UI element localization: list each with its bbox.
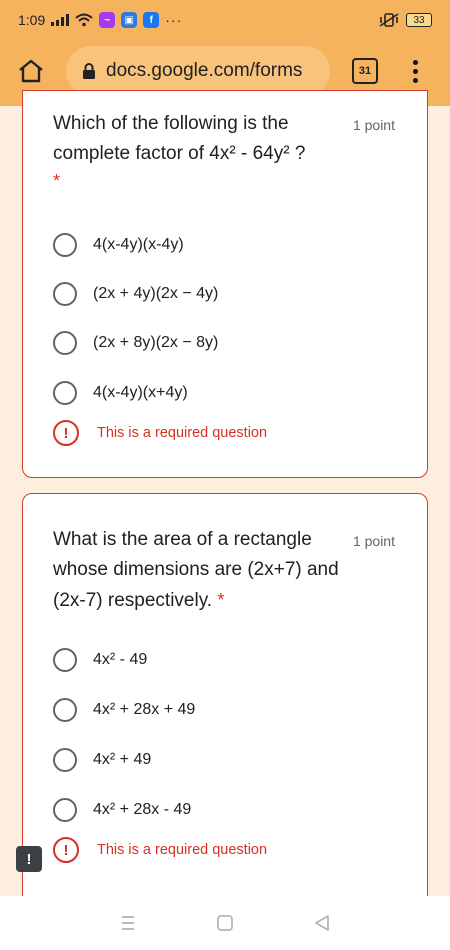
- wifi-icon: [75, 13, 93, 27]
- facebook-icon: f: [143, 12, 159, 28]
- radio-button[interactable]: [53, 648, 77, 672]
- required-error: [53, 836, 267, 864]
- status-bar: [0, 0, 450, 40]
- required-error: [53, 419, 267, 447]
- menu-dot-icon: [413, 60, 418, 65]
- question-card: [22, 493, 428, 913]
- option-label: 4(x-4y)(x+4y): [93, 384, 188, 401]
- required-asterisk: *: [217, 590, 225, 610]
- home-nav-button[interactable]: [205, 903, 245, 943]
- recents-icon: [120, 914, 136, 932]
- messenger-icon: ~: [99, 12, 115, 28]
- radio-button[interactable]: [53, 798, 77, 822]
- home-icon: [17, 58, 45, 84]
- back-button[interactable]: [302, 903, 342, 943]
- recent-apps-button[interactable]: [108, 903, 148, 943]
- option-label: 4x² - 49: [93, 651, 148, 668]
- error-icon: !: [53, 420, 79, 446]
- photos-icon: ▣: [121, 12, 137, 28]
- option-label: (2x + 4y)(2x − 4y): [93, 285, 219, 302]
- square-home-icon: [216, 914, 234, 932]
- option-row[interactable]: [53, 696, 195, 724]
- radio-button[interactable]: [53, 698, 77, 722]
- required-asterisk: *: [53, 171, 61, 191]
- radio-button[interactable]: [53, 331, 77, 355]
- question-card: [22, 90, 428, 478]
- radio-button[interactable]: [53, 381, 77, 405]
- option-row[interactable]: [53, 231, 184, 259]
- system-nav-bar: [0, 896, 450, 950]
- error-icon: !: [53, 837, 79, 863]
- option-label: (2x + 8y)(2x − 8y): [93, 334, 219, 351]
- error-text: This is a required question: [97, 425, 268, 441]
- home-button[interactable]: [14, 54, 48, 88]
- option-row[interactable]: [53, 796, 191, 824]
- radio-button[interactable]: [53, 233, 77, 257]
- status-time: 1:09: [18, 12, 46, 28]
- address-bar[interactable]: [66, 46, 330, 96]
- menu-dot-icon: [413, 78, 418, 83]
- menu-dot-icon: [413, 69, 418, 74]
- url-text: docs.google.com/forms: [106, 60, 303, 81]
- option-label: 4x² + 28x + 49: [93, 701, 196, 718]
- overflow-menu-button[interactable]: [400, 54, 430, 88]
- back-triangle-icon: [313, 914, 331, 932]
- question-title: What is the area of a rectangle whose dimensions are (2x+7) and (2x-7) respectively. *: [53, 529, 339, 611]
- radio-button[interactable]: [53, 282, 77, 306]
- radio-button[interactable]: [53, 748, 77, 772]
- tab-switcher-button[interactable]: 31: [352, 58, 378, 84]
- question-points: 1 point: [352, 533, 395, 549]
- report-feedback-button[interactable]: !: [16, 846, 42, 872]
- option-row[interactable]: [53, 329, 218, 357]
- option-row[interactable]: [53, 646, 147, 674]
- option-label: 4(x-4y)(x-4y): [93, 236, 184, 253]
- question-title: Which of the following is the complete factor of 4x² - 64y² ?: [53, 113, 306, 164]
- option-label: 4x² + 28x - 49: [93, 801, 192, 818]
- question-points: 1 point: [352, 117, 395, 133]
- signal-icon: [51, 14, 69, 26]
- vibrate-icon: [378, 12, 400, 28]
- lock-icon: [82, 63, 96, 79]
- error-text: This is a required question: [97, 842, 268, 858]
- option-row[interactable]: [53, 280, 218, 308]
- option-label: 4x² + 49: [93, 751, 152, 768]
- option-row[interactable]: [53, 379, 188, 407]
- option-row[interactable]: [53, 746, 151, 774]
- battery-icon: 33: [406, 13, 432, 27]
- more-notifications-icon: ···: [165, 12, 183, 28]
